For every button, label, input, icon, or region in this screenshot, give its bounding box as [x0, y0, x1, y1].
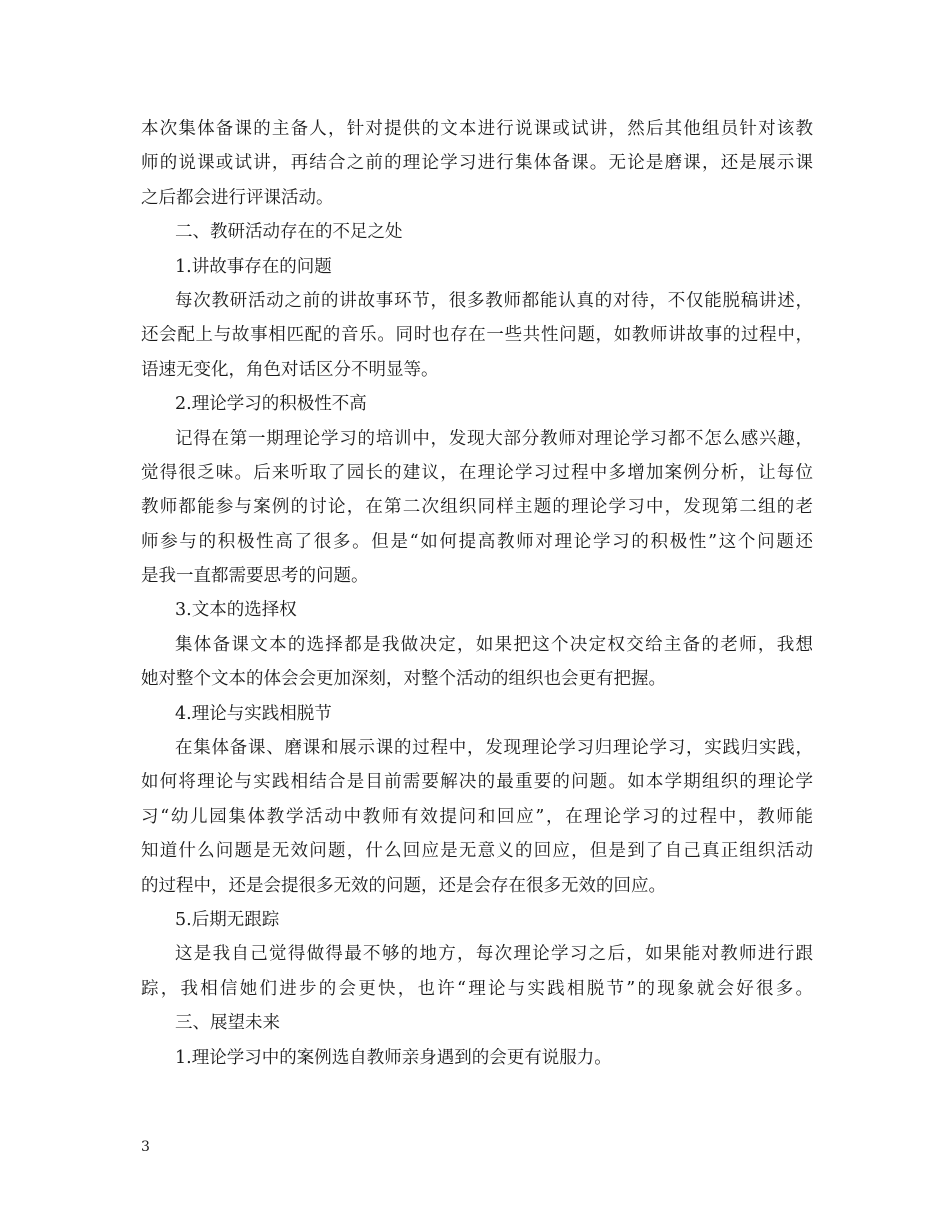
text-line: 三、展望未来	[175, 1013, 280, 1034]
text-line: 记得在第一期理论学习的培训中，发现大部分教师对理论学习都不怎么感兴趣，	[175, 428, 813, 449]
text-line: 5.后期无跟踪	[175, 909, 280, 930]
text-line: 这是我自己觉得做得最不够的地方，每次理论学习之后，如果能对教师进行跟	[175, 944, 813, 965]
text-line: 3.文本的选择权	[175, 600, 297, 621]
text-line: 1.理论学习中的案例选自教师亲身遇到的会更有说服力。	[175, 1047, 612, 1068]
text-line: 集体备课文本的选择都是我做决定，如果把这个决定权交给主备的老师，我想	[175, 634, 813, 655]
text-line: 4.理论与实践相脱节	[175, 703, 332, 724]
text-line: 之后都会进行评课活动。	[141, 187, 334, 208]
text-line: 是我一直都需要思考的问题。	[141, 566, 369, 587]
text-line: 知道什么问题是无效问题，什么回应是无意义的回应，但是到了自己真正组织活动	[141, 841, 813, 862]
text-line: 每次教研活动之前的讲故事环节，很多教师都能认真的对待，不仅能脱稿讲述，	[175, 290, 813, 311]
text-line: 如何将理论与实践相结合是目前需要解决的最重要的问题。如本学期组织的理论学	[141, 772, 813, 793]
text-line: 师参与的积极性高了很多。但是“如何提高教师对理论学习的积极性”这个问题还	[141, 531, 813, 552]
text-line: 本次集体备课的主备人，针对提供的文本进行说课或试讲，然后其他组员针对该教	[141, 119, 813, 139]
text-line: 语速无变化，角色对话区分不明显等。	[141, 359, 439, 380]
page-number: 3	[141, 1139, 150, 1155]
text-line: 2.理论学习的积极性不高	[175, 394, 367, 415]
text-line: 习“幼儿园集体教学活动中教师有效提问和回应”，在理论学习的过程中，教师能	[141, 806, 813, 827]
text-line: 1.讲故事存在的问题	[175, 256, 332, 277]
text-line: 师的说课或试讲，再结合之前的理论学习进行集体备课。无论是磨课，还是展示课	[141, 153, 813, 174]
text-line: 的过程中，还是会提很多无效的问题，还是会存在很多无效的回应。	[141, 875, 666, 896]
text-line: 教师都能参与案例的讨论，在第二次组织同样主题的理论学习中，发现第二组的老	[141, 497, 813, 518]
text-line: 二、教研活动存在的不足之处	[175, 222, 403, 243]
document-body	[141, 112, 813, 1075]
text-line: 觉得很乏味。后来听取了园长的建议，在理论学习过程中多增加案例分析，让每位	[141, 462, 813, 483]
text-line: 她对整个文本的体会会更加深刻，对整个活动的组织也会更有把握。	[141, 669, 666, 690]
text-line: 踪，我相信她们进步的会更快，也许“理论与实践相脱节”的现象就会好很多。	[141, 978, 813, 999]
text-line: 还会配上与故事相匹配的音乐。同时也存在一些共性问题，如教师讲故事的过程中，	[141, 325, 813, 346]
text-line: 在集体备课、磨课和展示课的过程中，发现理论学习归理论学习，实践归实践，	[175, 738, 813, 759]
